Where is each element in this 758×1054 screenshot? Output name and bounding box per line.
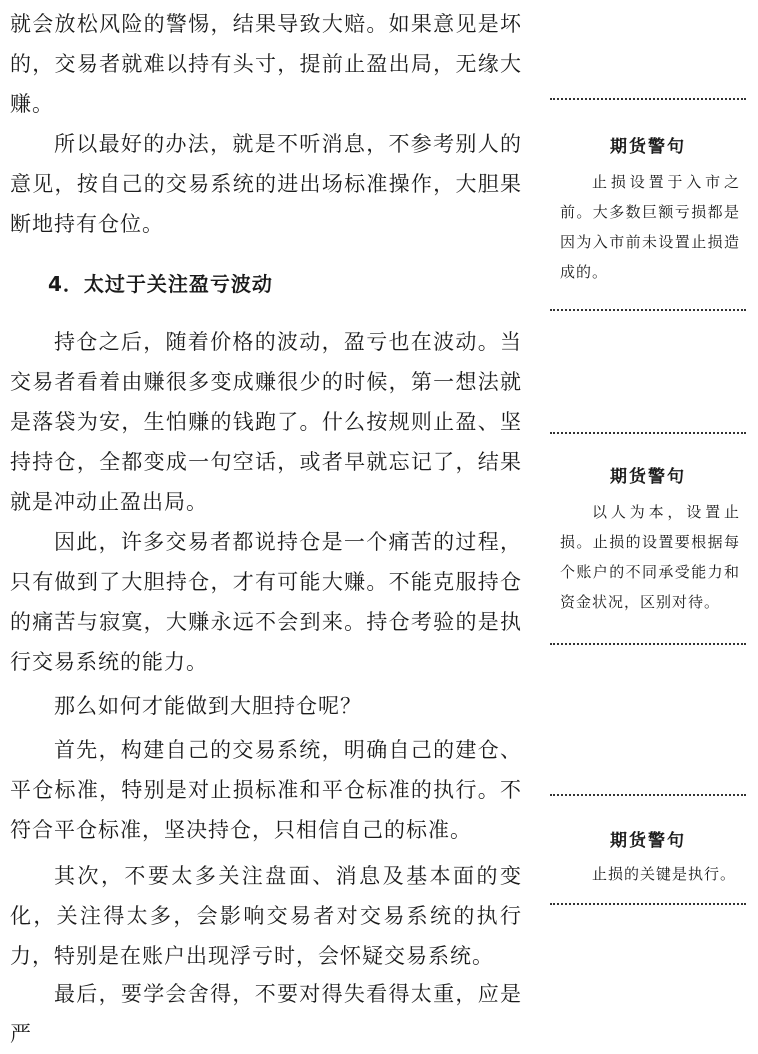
paragraph-4: 因此，许多交易者都说持仓是一个痛苦的过程，只有做到了大胆持仓，才有可能大赚。不能克服持仓的痛苦与寂寞，大赚永远不会到来。持仓考验的是执行交易系统的能力。 <box>10 530 522 674</box>
tip-title: 期货警句 <box>610 137 686 157</box>
paragraph-1: 就会放松风险的警惕，结果导致大赔。如果意见是坏的，交易者就难以持有头寸，提前止盈出局，无缘大赚。 <box>10 12 522 116</box>
paragraph-8-block <box>10 974 522 1054</box>
paragraph-4-block <box>10 522 522 682</box>
dotted-divider <box>550 794 746 796</box>
tip-title: 期货警句 <box>610 467 686 487</box>
paragraph-5-block <box>10 686 522 726</box>
tip-box-1 <box>550 98 746 311</box>
section-heading: 4．太过于关注盈亏波动 <box>48 272 273 296</box>
tip-text: 以人为本，设置止损。止损的设置要根据每个账户的不同承受能力和资金状况，区别对待。 <box>560 503 740 611</box>
tip-text: 止损的关键是执行。 <box>592 865 737 883</box>
paragraph-8: 最后，要学会舍得，不要对得失看得太重，应是严 <box>10 982 522 1046</box>
tip-text: 止损设置于入市之前。大多数巨额亏损都是因为入市前未设置止损造成的。 <box>560 173 740 281</box>
tip-box-2 <box>550 432 746 645</box>
dotted-divider <box>550 643 746 645</box>
dotted-divider <box>550 309 746 311</box>
dotted-divider <box>550 903 746 905</box>
paragraph-6: 首先，构建自己的交易系统，明确自己的建仓、平仓标准，特别是对止损标准和平仓标准的执行。不符合平仓标准，坚决持仓，只相信自己的标准。 <box>10 738 522 842</box>
dotted-divider <box>550 98 746 100</box>
paragraph-5: 那么如何才能做到大胆持仓呢？ <box>54 694 362 718</box>
dotted-divider <box>550 432 746 434</box>
paragraph-1-block <box>10 4 522 124</box>
paragraph-3: 持仓之后，随着价格的波动，盈亏也在波动。当交易者看着由赚很多变成赚很少的时候，第一想法就是落袋为安，生怕赚的钱跑了。什么按规则止盈、坚持持仓，全都变成一句空话，或者早就忘记了，结果就是冲动止盈出局。 <box>10 330 522 514</box>
paragraph-2: 所以最好的办法，就是不听消息，不参考别人的意见，按自己的交易系统的进出场标准操作，大胆果断地持有仓位。 <box>10 132 522 236</box>
paragraph-2-block <box>10 124 522 244</box>
tip-box-3 <box>550 794 746 905</box>
paragraph-7: 其次，不要太多关注盘面、消息及基本面的变化，关注得太多，会影响交易者对交易系统的执行力，特别是在账户出现浮亏时，会怀疑交易系统。 <box>10 864 522 968</box>
paragraph-7-block <box>10 856 522 976</box>
paragraph-6-block <box>10 730 522 850</box>
tip-title: 期货警句 <box>610 831 686 851</box>
paragraph-3-block <box>10 322 522 522</box>
